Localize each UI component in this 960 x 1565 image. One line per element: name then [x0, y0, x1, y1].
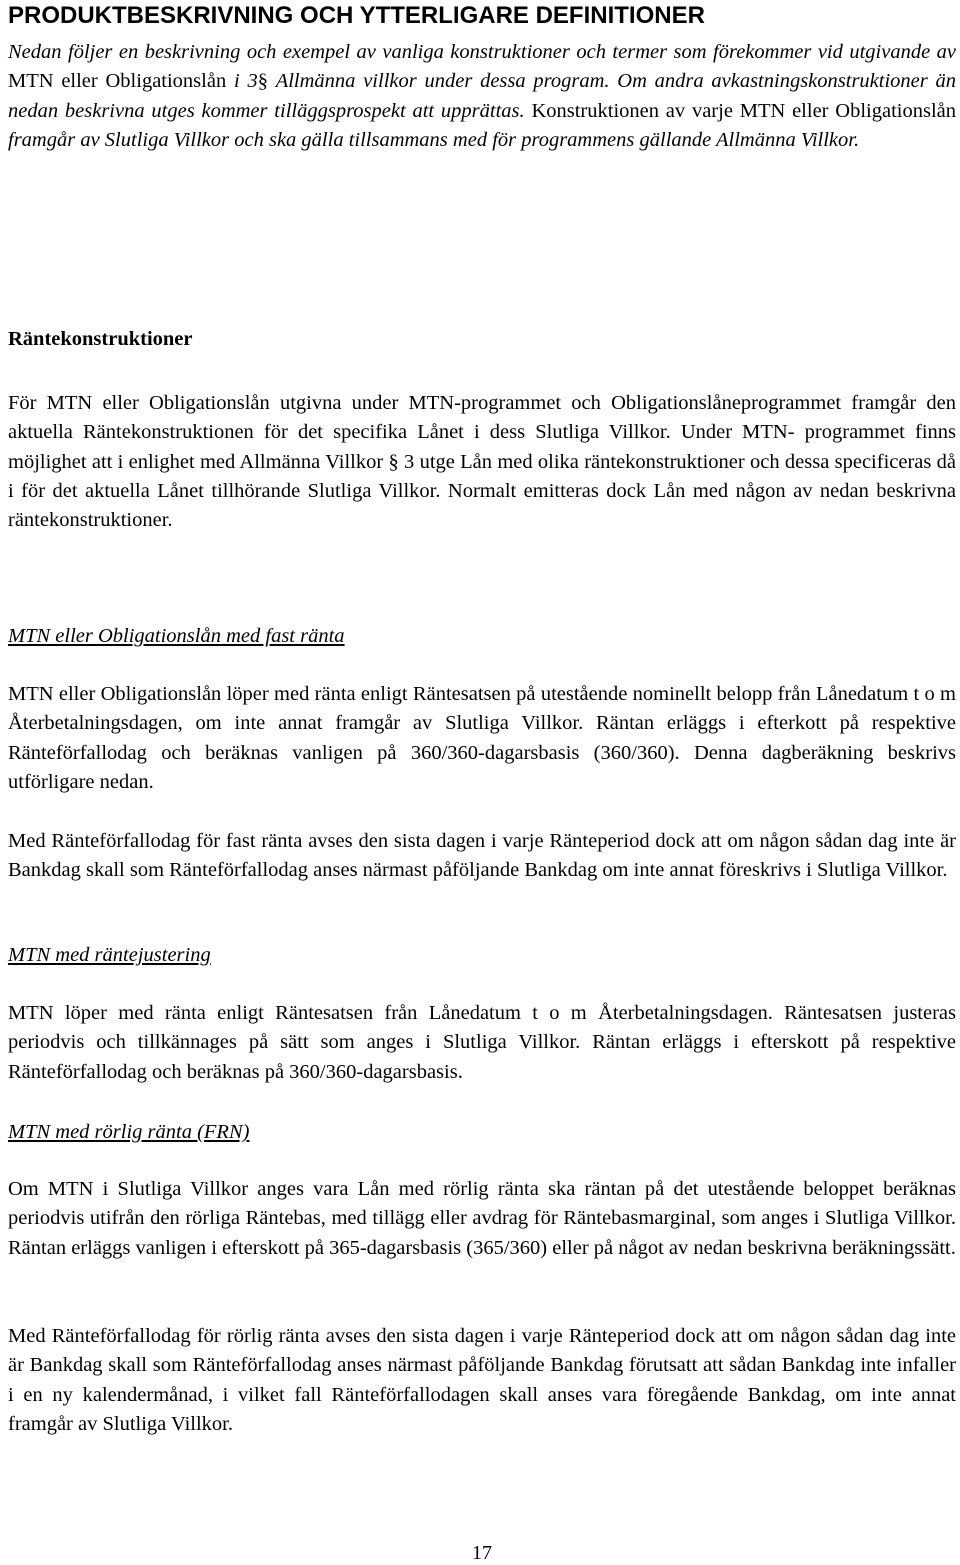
rante-text-b: 3 utge Lån med olika räntekonstruktioner och dessa specificeras då i för det aktuella Lånet tillhörande Slutliga Villkor. Normalt emitteras dock Lån med någon av nedan beskrivna räntekonstruktioner.: [8, 450, 957, 532]
intro-text-b: MTN eller Obligationslån: [8, 70, 227, 93]
section-symbol: §: [388, 450, 399, 473]
heading-rantejustering: MTN med räntejustering: [8, 944, 211, 966]
intro-text-c: i 3: [233, 70, 258, 93]
rante-paragraph: [8, 389, 956, 535]
heading-fast-ranta: MTN eller Obligationslån med fast ränta: [8, 625, 345, 647]
justering-paragraph: MTN löper med ränta enligt Räntesatsen från Lånedatum t o m Återbetalningsdagen. Räntesatsen justeras periodvis och tillkännages på sätt som anges i Slutliga Villkor. Räntan erläggs i efterskott på respektive Ränteförfallodag och beräknas på 360/360-dagarsbasis.: [8, 1002, 956, 1083]
fast-paragraph-1: MTN eller Obligationslån löper med ränta enligt Räntesatsen på utestående nominellt belopp från Lånedatum t o m Återbetalningsdagen, om inte annat framgår av Slutliga Villkor. Räntan erläggs i efterkott på respektive Ränteförfallodag och beräknas vanligen på 360/360-dagarsbasis (360/360). Denna dagberäkning beskrivs utförligare nedan.: [8, 683, 956, 793]
frn-paragraph-2: Med Ränteförfallodag för rörlig ränta avses den sista dagen i varje Ränteperiod dock att om någon sådan dag inte är Bankdag skall som Ränteförfallodag anses närmast påföljande Bankdag förutsatt att sådan Bankdag inte infaller i en ny kalendermånad, i vilket fall Ränteförfallodagen skall anses vara föregående Bankdag, om inte annat framgår av Slutliga Villkor.: [8, 1325, 956, 1435]
fast-paragraph-2: Med Ränteförfallodag för fast ränta avses den sista dagen i varje Ränteperiod dock att om någon sådan dag inte är Bankdag skall som Ränteförfallodag anses närmast påföljande Bankdag om inte annat föreskrivs i Slutliga Villkor.: [8, 830, 956, 882]
intro-text-a: Nedan följer en beskrivning och exempel av vanliga konstruktioner och termer som förekommer vid utgivande av: [8, 41, 956, 63]
intro-paragraph: [8, 38, 956, 155]
heading-rantekonstruktioner: Räntekonstruktioner: [8, 328, 193, 350]
rante-text-a: För MTN eller Obligationslån utgivna under MTN-programmet och Obligationslåneprogrammet framgår den aktuella Räntekonstruktionen för det specifika Lånet i dess Slutliga Villkor. Under MTN- programmet finns möjlighet att i enlighet med Allmänna Villkor: [8, 392, 956, 473]
intro-text-d: Allmänna villkor under dessa program. Om andra avkastningskonstruktioner än nedan beskrivna utges kommer tilläggsprospekt att upprättas.: [8, 70, 957, 122]
page-title: PRODUKTBESKRIVNING OCH YTTERLIGARE DEFINITIONER: [8, 2, 705, 29]
heading-rorlig-ranta: MTN med rörlig ränta (FRN): [8, 1121, 250, 1143]
frn-paragraph-1: Om MTN i Slutliga Villkor anges vara Lån med rörlig ränta ska räntan på det utestående beloppet beräknas periodvis utifrån den rörliga Räntebas, med tillägg eller avdrag för Räntebasmarginal, som anges i Slutliga Villkor. Räntan erläggs vanligen i efterskott på 365-dagarsbasis (365/360) eller på något av nedan beskrivna beräkningssätt.: [8, 1178, 956, 1259]
intro-text-e: Konstruktionen av varje MTN eller Obligationslån: [531, 99, 957, 122]
section-symbol: §: [257, 70, 268, 93]
intro-text-f: framgår av Slutliga Villkor och ska gälla tillsammans med för programmens gällande Allmänna Villkor.: [8, 128, 860, 151]
page-number: 17: [472, 1542, 492, 1564]
